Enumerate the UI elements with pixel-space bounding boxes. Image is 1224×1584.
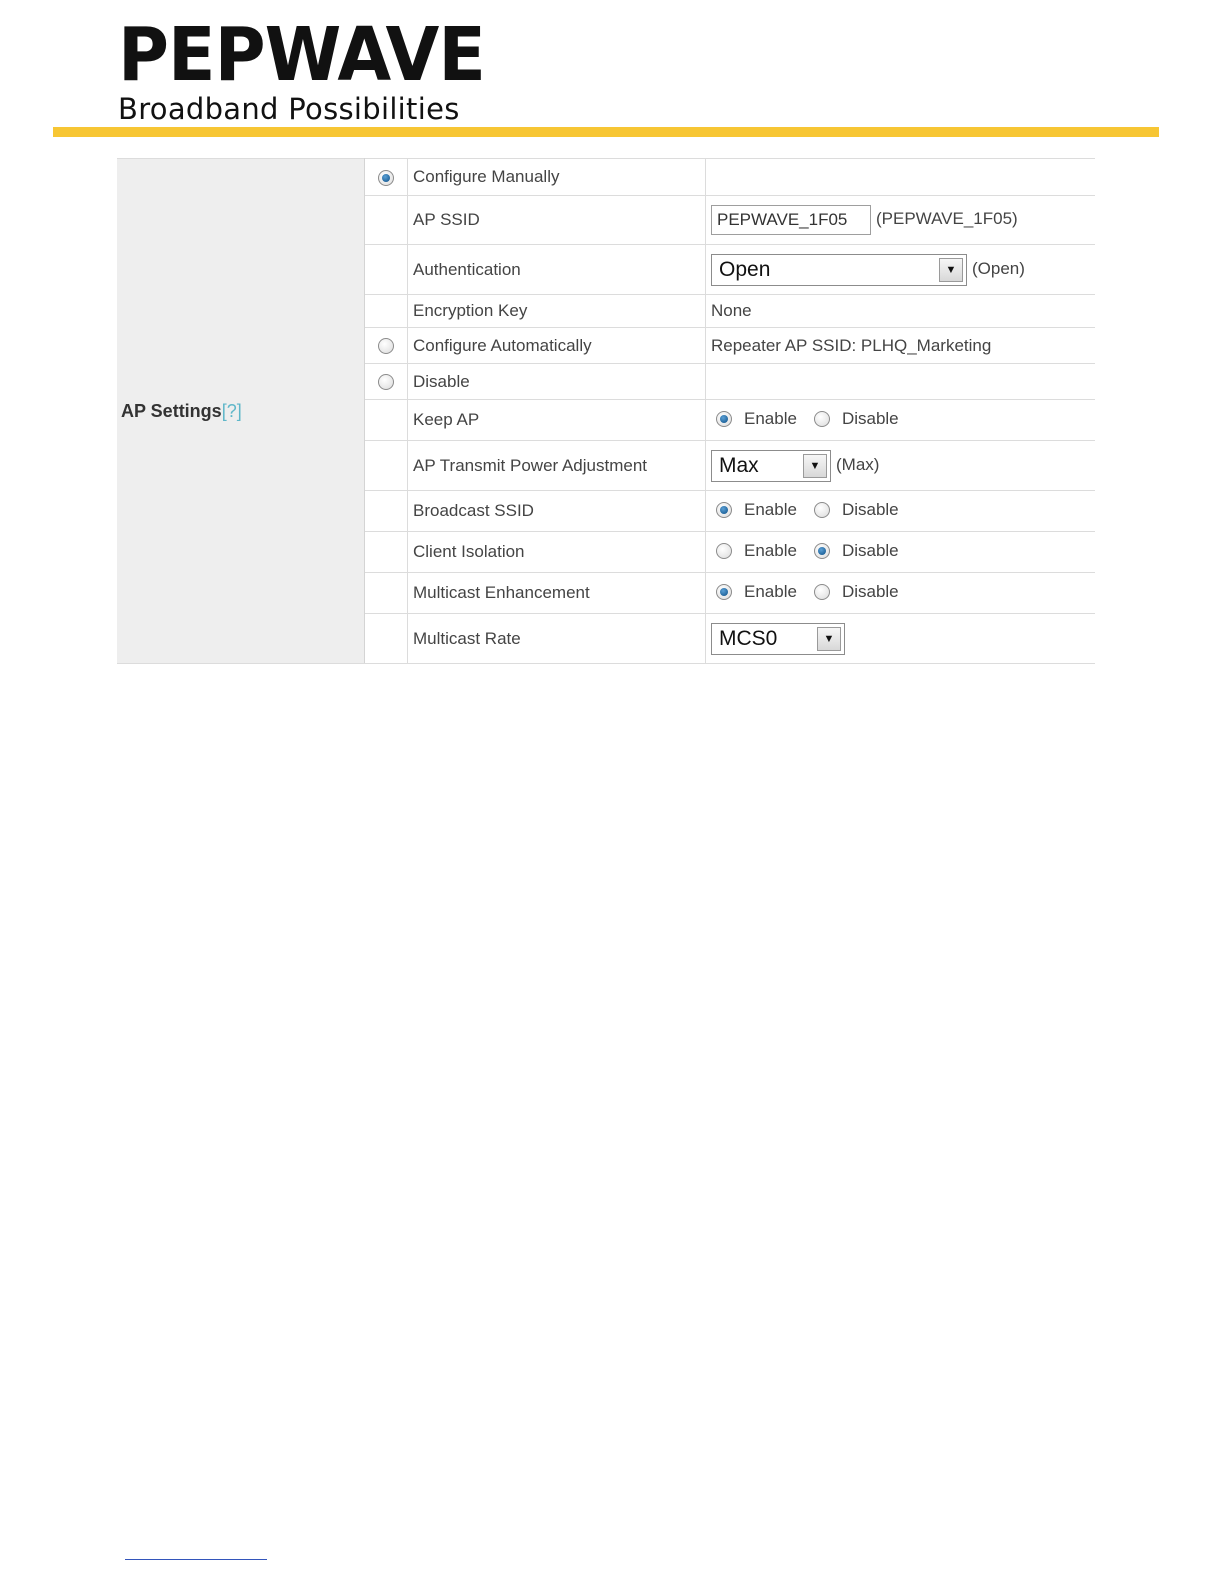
keep-ap-disable-radio[interactable] — [814, 411, 830, 427]
multicast-enhancement-disable-radio[interactable] — [814, 584, 830, 600]
broadcast-ssid-enable-radio[interactable] — [716, 502, 732, 518]
tx-power-select-value: Max — [719, 453, 759, 477]
authentication-select[interactable] — [711, 254, 967, 286]
multicast-rate-select[interactable] — [711, 623, 845, 655]
encryption-key-label: Encryption Key — [408, 295, 706, 328]
encryption-key-value: None — [706, 295, 1096, 328]
logo-tagline: Broadband Possibilities — [118, 92, 460, 126]
ap-ssid-hint: (PEPWAVE_1F05) — [876, 209, 1018, 229]
disable-label: Disable — [408, 364, 706, 400]
client-isolation-enable-label: Enable — [744, 540, 797, 560]
configure-manually-radio[interactable] — [378, 170, 394, 186]
broadcast-ssid-enable-label: Enable — [744, 499, 797, 519]
multicast-rate-select-value: MCS0 — [719, 626, 778, 650]
ap-settings-table — [117, 158, 1095, 664]
keep-ap-enable-radio[interactable] — [716, 411, 732, 427]
multicast-enhancement-label: Multicast Enhancement — [408, 573, 706, 614]
chevron-down-icon[interactable]: ▼ — [817, 627, 841, 651]
multicast-enhancement-enable-radio[interactable] — [716, 584, 732, 600]
client-isolation-disable-radio[interactable] — [814, 543, 830, 559]
tx-power-select[interactable] — [711, 450, 831, 482]
repeater-ap-ssid: Repeater AP SSID: PLHQ_Marketing — [706, 328, 1096, 364]
section-label: AP Settings — [121, 400, 222, 421]
multicast-enhancement-enable-label: Enable — [744, 581, 797, 601]
broadcast-ssid-disable-radio[interactable] — [814, 502, 830, 518]
row-configure-manually — [117, 159, 1095, 196]
footnote-divider — [125, 1559, 267, 1560]
help-link[interactable]: [?] — [221, 400, 242, 421]
section-label-cell — [117, 159, 365, 664]
configure-automatically-radio[interactable] — [378, 338, 394, 354]
pepwave-logo — [118, 12, 508, 126]
ap-ssid-label: AP SSID — [408, 196, 706, 245]
client-isolation-disable-label: Disable — [841, 540, 899, 560]
tx-power-hint: (Max) — [836, 454, 880, 474]
keep-ap-enable-label: Enable — [744, 408, 797, 428]
authentication-label: Authentication — [408, 245, 706, 295]
client-isolation-enable-radio[interactable] — [716, 543, 732, 559]
header-divider — [53, 127, 1159, 137]
authentication-hint: (Open) — [972, 258, 1025, 278]
broadcast-ssid-disable-label: Disable — [841, 499, 899, 519]
chevron-down-icon[interactable]: ▼ — [939, 258, 963, 282]
multicast-rate-label: Multicast Rate — [408, 614, 706, 664]
configure-automatically-label: Configure Automatically — [408, 328, 706, 364]
authentication-select-value: Open — [719, 257, 771, 281]
tx-power-label: AP Transmit Power Adjustment — [408, 441, 706, 491]
logo-wordmark: PEPWAVE — [118, 12, 485, 98]
keep-ap-disable-label: Disable — [841, 408, 899, 428]
chevron-down-icon[interactable]: ▼ — [803, 454, 827, 478]
ap-ssid-input[interactable]: PEPWAVE_1F05 — [711, 205, 871, 235]
configure-manually-label: Configure Manually — [408, 159, 706, 196]
disable-radio[interactable] — [378, 374, 394, 390]
keep-ap-label: Keep AP — [408, 400, 706, 441]
client-isolation-label: Client Isolation — [408, 532, 706, 573]
broadcast-ssid-label: Broadcast SSID — [408, 491, 706, 532]
multicast-enhancement-disable-label: Disable — [841, 581, 899, 601]
